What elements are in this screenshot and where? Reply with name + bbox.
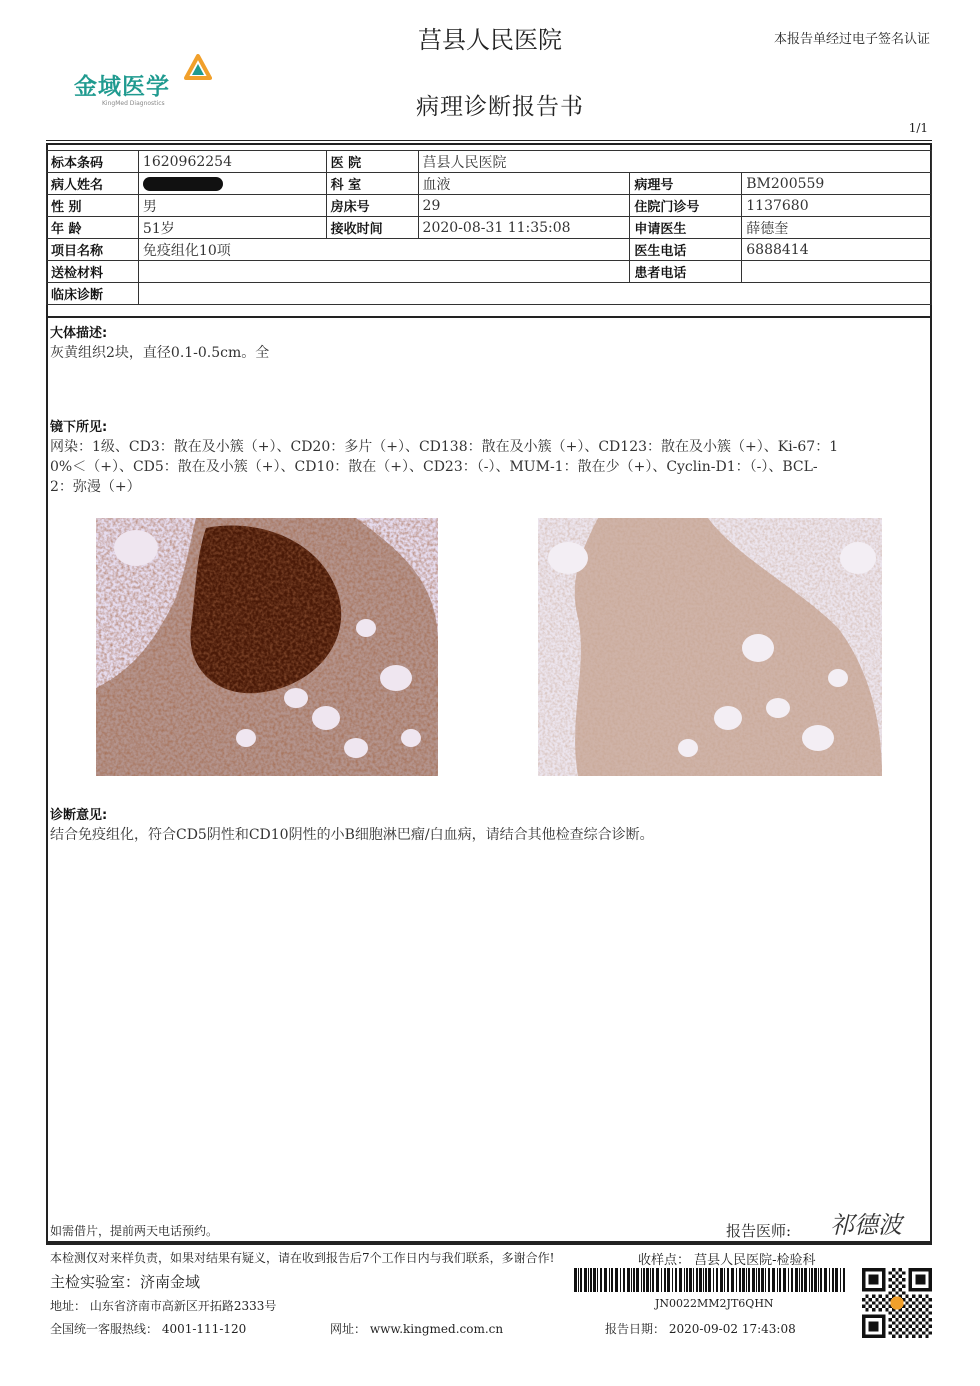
label-clinical-diagnosis: 临床诊断 xyxy=(47,283,139,305)
value-doctor-phone: 6888414 xyxy=(742,239,932,261)
label-hospital: 医 院 xyxy=(326,151,418,173)
footer-rule xyxy=(46,1243,932,1245)
website: 网址： www.kingmed.com.cn xyxy=(330,1322,504,1336)
table-row xyxy=(47,217,932,239)
diagnosis-text: 结合免疫组化，符合CD5阴性和CD10阴性的小B细胞淋巴瘤/白血病，请结合其他检查综合诊断。 xyxy=(50,827,654,843)
label-age: 年 龄 xyxy=(47,217,139,239)
label-doctor-phone: 医生电话 xyxy=(630,239,742,261)
label-received-time: 接收时间 xyxy=(326,217,418,239)
borrow-note: 如需借片，提前两天电话预约。 xyxy=(50,1224,219,1238)
value-submitted-material xyxy=(138,261,629,283)
micro-line-2: 0%＜（+）、CD5：散在及小簇（+）、CD10：散在（+）、CD23：（-）、MUM-1：散在少（+）、Cyclin-D1：（-）、BCL- xyxy=(50,459,818,475)
table-row xyxy=(47,195,932,217)
value-hospital: 莒县人民医院 xyxy=(418,151,931,173)
micro-heading: 镜下所见: xyxy=(50,420,108,435)
doctor-signature: 祁德波 xyxy=(830,1211,902,1239)
value-department: 血液 xyxy=(418,173,630,195)
label-room-bed: 房床号 xyxy=(326,195,418,217)
label-pathology-no: 病理号 xyxy=(630,173,742,195)
logo-text: 金域医学 xyxy=(74,74,170,100)
table-row xyxy=(47,173,932,195)
header-rule xyxy=(46,140,932,141)
value-patient-phone xyxy=(742,261,932,283)
table-row xyxy=(47,283,932,305)
label-submitted-material: 送检材料 xyxy=(47,261,139,283)
qr-code-icon xyxy=(862,1268,932,1338)
value-clinical-diagnosis xyxy=(138,283,931,305)
certification-note: 本报告单经过电子签名认证 xyxy=(773,32,930,47)
value-patient-name xyxy=(138,173,326,195)
gross-heading: 大体描述: xyxy=(50,326,108,341)
value-room-bed: 29 xyxy=(418,195,630,217)
value-project-name: 免疫组化10项 xyxy=(138,239,629,261)
label-specimen-barcode: 标本条码 xyxy=(47,151,139,173)
diagnosis-heading: 诊断意见: xyxy=(50,808,108,823)
table-row xyxy=(47,261,932,283)
value-inpatient-no: 1137680 xyxy=(742,195,932,217)
label-department: 科 室 xyxy=(326,173,418,195)
micro-line-3: 2：弥漫（+） xyxy=(50,479,141,495)
address: 地址： 山东省济南市高新区开拓路2333号 xyxy=(50,1299,277,1313)
value-specimen-barcode: 1620962254 xyxy=(138,151,326,173)
value-received-time: 2020-08-31 11:35:08 xyxy=(418,217,630,239)
value-age: 51岁 xyxy=(138,217,326,239)
main-lab: 主检实验室：济南金域 xyxy=(50,1273,201,1291)
patient-info-table xyxy=(46,150,932,305)
label-project-name: 项目名称 xyxy=(47,239,139,261)
label-sex: 性 别 xyxy=(47,195,139,217)
barcode-icon xyxy=(574,1268,846,1292)
label-requesting-doctor: 申请医生 xyxy=(630,217,742,239)
logo-mark-icon xyxy=(184,54,212,82)
microscopy-image-left xyxy=(96,518,438,776)
table-row xyxy=(47,239,932,261)
gross-text: 灰黄组织2块，直径0.1-0.5cm。全 xyxy=(50,345,270,361)
table-row xyxy=(47,151,932,173)
hotline: 全国统一客服热线： 4001-111-120 xyxy=(50,1322,247,1336)
report-title: 病理诊断报告书 xyxy=(416,94,584,120)
report-date: 报告日期： 2020-09-02 17:43:08 xyxy=(605,1322,796,1336)
sampling-point: 收样点： 莒县人民医院-检验科 xyxy=(638,1253,816,1268)
value-requesting-doctor: 薛德奎 xyxy=(742,217,932,239)
label-patient-name: 病人姓名 xyxy=(47,173,139,195)
page-number: 1/1 xyxy=(908,121,928,135)
logo-subtitle: KingMed Diagnostics xyxy=(102,100,165,107)
doctor-label: 报告医师: xyxy=(726,1222,792,1240)
value-pathology-no: BM200559 xyxy=(742,173,932,195)
label-inpatient-no: 住院门诊号 xyxy=(630,195,742,217)
microscopy-image-right xyxy=(538,518,882,776)
barcode-text: JN0022MM2JT6QHN xyxy=(655,1297,774,1310)
label-patient-phone: 患者电话 xyxy=(630,261,742,283)
value-sex: 男 xyxy=(138,195,326,217)
redaction-mark xyxy=(143,177,223,191)
micro-line-1: 网染：1级、CD3：散在及小簇（+）、CD20：多片（+）、CD138：散在及小簇（+）、CD123：散在及小簇（+）、Ki-67：1 xyxy=(50,439,839,455)
hospital-name: 莒县人民医院 xyxy=(418,26,562,54)
section-rule xyxy=(46,316,932,318)
disclaimer: 本检测仅对来样负责，如果对结果有疑义，请在收到报告后7个工作日内与我们联系，多谢合作! xyxy=(50,1251,555,1265)
